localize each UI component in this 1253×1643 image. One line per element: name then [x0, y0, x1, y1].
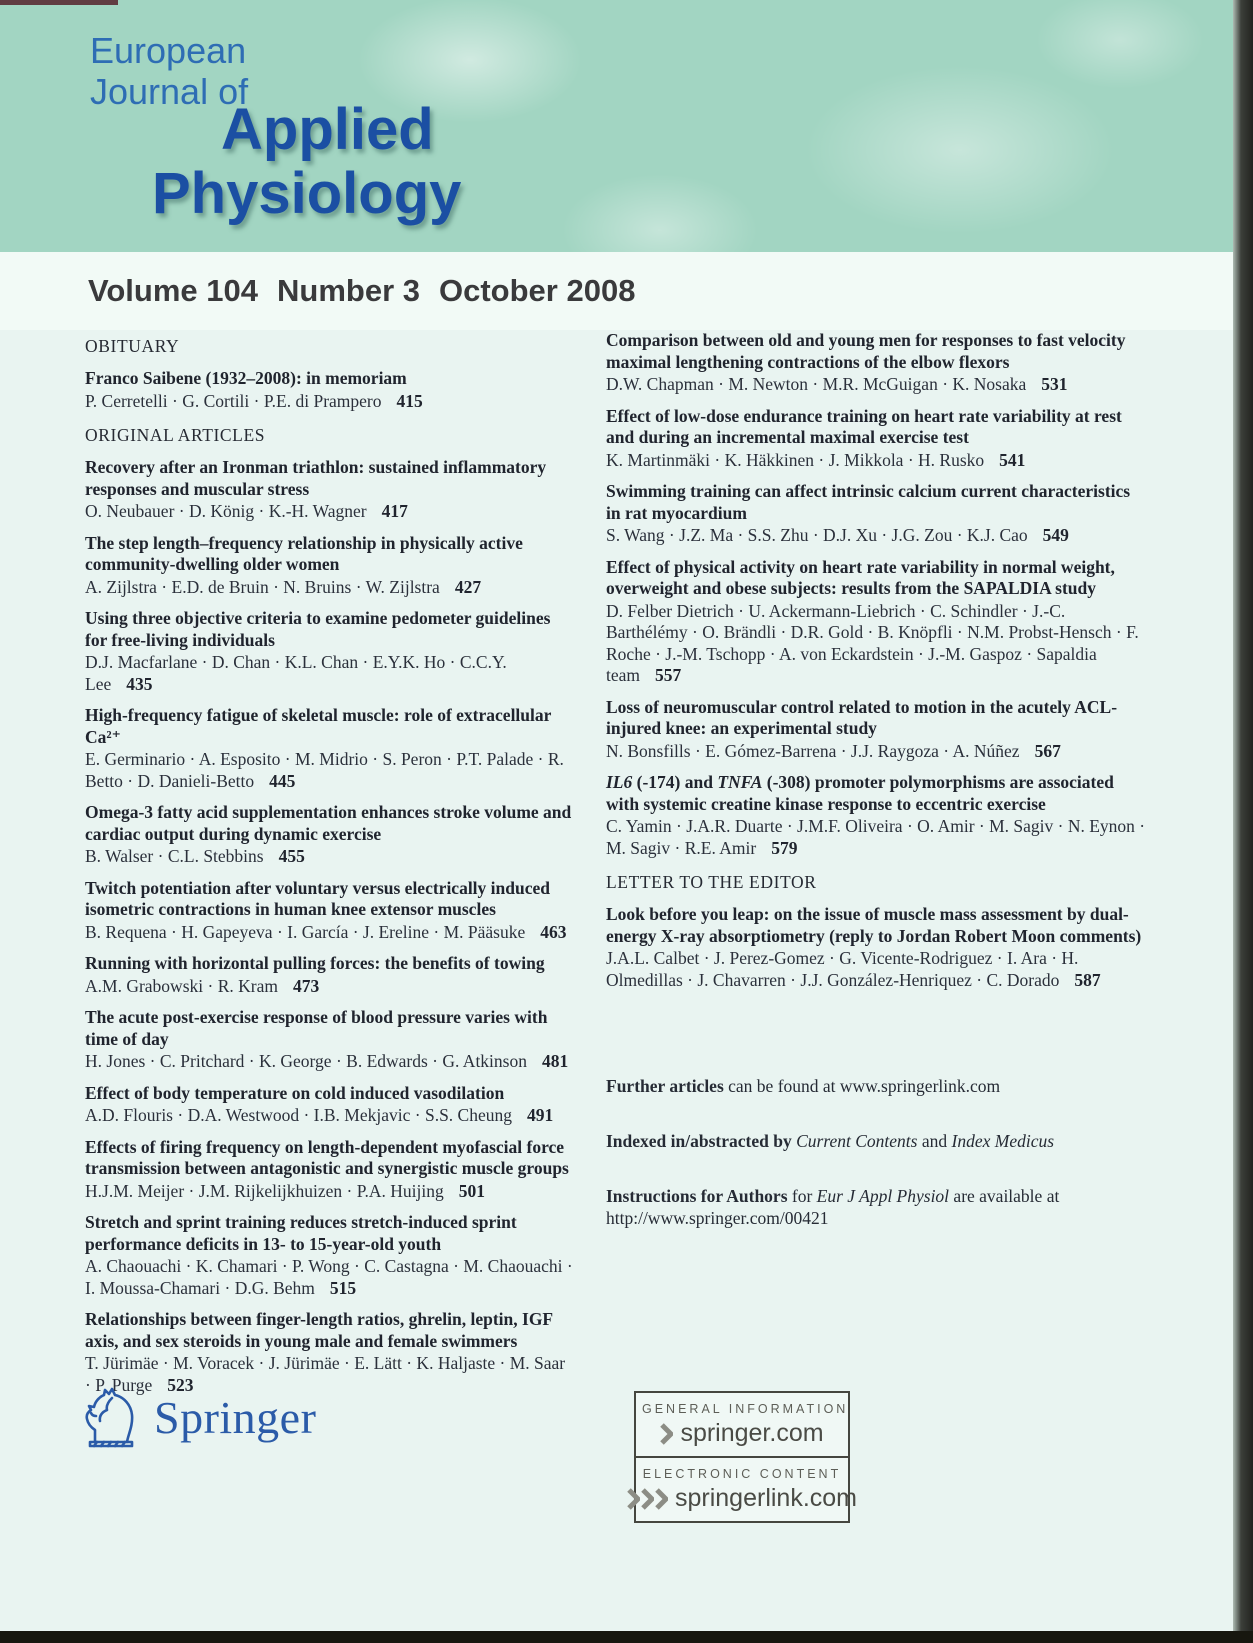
author-list: H. Jones · C. Pritchard · K. George · B. Edwards · G. Atkinson — [85, 1051, 527, 1071]
article-authors — [606, 816, 1146, 859]
article-title: Effects of firing frequency on length-dependent myofascial force transmission between antagonistic and synergistic muscle groups — [85, 1136, 569, 1178]
author-list: P. Cerretelli · G. Cortili · P.E. di Prampero — [85, 390, 382, 411]
text-segment: IL6 — [606, 772, 633, 792]
note-line — [606, 1185, 1076, 1229]
section-heading: LETTER TO THE EDITOR — [606, 872, 817, 892]
volume-label: Volume 104 — [88, 273, 259, 308]
masthead-band — [0, 0, 1253, 252]
volume-bar — [0, 252, 1253, 330]
journal-title-line1: Applied — [221, 97, 434, 162]
note-line — [606, 1075, 1076, 1097]
page-number: 579 — [771, 837, 798, 858]
toc-entry — [85, 457, 573, 523]
toc-entry — [606, 481, 1146, 547]
article-title: Effect of physical activity on heart rate variability in normal weight, overweight and obese subjects: results from the SAPALDIA study — [606, 556, 1115, 598]
article-title: Using three objective criteria to examine pedometer guidelines for free-living individuals — [85, 608, 551, 650]
page-number: 455 — [278, 846, 305, 866]
article-title: Relationships between finger-length ratios, ghrelin, leptin, IGF axis, and sex steroids in young male and female swimmers — [85, 1309, 553, 1351]
article-title: Comparison between old and young men for responses to fast velocity maximal lengthening contractions of the elbow flexors — [606, 330, 1126, 372]
author-list: T. Jürimäe · M. Voracek · J. Jürimäe · E. Lätt · K. Haljaste · M. Saar · P. Purge — [85, 1353, 566, 1395]
toc-entry — [85, 1309, 573, 1396]
text-segment: (-308) promoter polymorphisms are associated with systemic creatine kinase response to eccentric exercise — [606, 772, 1114, 814]
toc-entry — [85, 533, 573, 599]
article-authors — [85, 922, 573, 944]
toc-entry — [85, 608, 573, 695]
chevron-right-icon — [655, 1487, 668, 1511]
page-number: 481 — [541, 1051, 569, 1071]
page-number: 473 — [292, 975, 320, 996]
toc-entry — [85, 1212, 573, 1299]
section-heading: ORIGINAL ARTICLES — [85, 425, 266, 445]
page-number: 463 — [540, 921, 567, 942]
page-number: 587 — [1074, 969, 1101, 990]
article-authors — [85, 846, 573, 868]
springer-knight-icon — [82, 1386, 140, 1448]
link-box-label: ELECTRONIC CONTENT — [642, 1467, 842, 1481]
author-list: D.J. Macfarlane · D. Chan · K.L. Chan · E.Y.K. Ho · C.C.Y. Lee — [85, 652, 507, 694]
page-number: 523 — [167, 1374, 194, 1395]
toc-entry — [606, 557, 1146, 687]
article-title: Swimming training can affect intrinsic calcium current characteristics in rat myocardium — [606, 481, 1131, 523]
toc-entry — [606, 330, 1146, 396]
author-list: B. Requena · H. Gapeyeva · I. García · J. Ereline · M. Pääsuke — [85, 921, 526, 942]
springer-wordmark: Springer — [154, 1391, 317, 1443]
author-list: S. Wang · J.Z. Ma · S.S. Zhu · D.J. Xu · J.G. Zou · K.J. Cao — [606, 525, 1028, 545]
link-box — [634, 1456, 858, 1523]
author-list: D. Felber Dietrich · U. Ackermann-Liebrich · C. Schindler · J.-C. Barthélémy · O. Brändli · D.R. Gold · B. Knöpfli · N.M. Probst-Hensch · F. Roche · J.-M. Tschopp · A. von Eckardstein · J.-M. Gaspoz · Sapaldia team — [606, 600, 1139, 685]
link-box-label: GENERAL INFORMATION — [642, 1402, 849, 1416]
article-authors — [85, 391, 573, 413]
article-authors — [85, 1105, 573, 1127]
article-title: Franco Saibene (1932–2008): in memoriam — [85, 368, 407, 388]
article-title: Effect of low-dose endurance training on heart rate variability at rest and during an incremental maximal exercise test — [606, 405, 1122, 447]
toc-entry — [85, 1007, 573, 1073]
author-list: D.W. Chapman · M. Newton · M.R. McGuigan · K. Nosaka — [606, 374, 1027, 394]
toc-entry — [606, 904, 1146, 991]
author-list: A.M. Grabowski · R. Kram — [85, 975, 278, 996]
page-number: 501 — [458, 1180, 485, 1201]
toc-entry — [85, 1137, 573, 1203]
page-number: 541 — [999, 449, 1026, 470]
author-list: A. Chaouachi · K. Chamari · P. Wong · C. Castagna · M. Chaouachi · I. Moussa-Chamari · D.G. Behm — [85, 1256, 573, 1298]
article-authors — [85, 1181, 573, 1203]
article-authors — [85, 501, 573, 523]
issue-date-label: October 2008 — [439, 273, 636, 308]
text-segment: for — [787, 1186, 817, 1206]
text-segment: Further articles — [606, 1076, 724, 1096]
author-list: O. Neubauer · D. König · K.-H. Wagner — [85, 501, 367, 521]
note-line — [606, 1130, 1076, 1152]
article-authors — [606, 525, 1146, 547]
author-list: A.D. Flouris · D.A. Westwood · I.B. Mekjavic · S.S. Cheung — [85, 1105, 512, 1125]
text-segment: Indexed in/abstracted by — [606, 1131, 792, 1151]
article-title: Running with horizontal pulling forces: the benefits of towing — [85, 953, 545, 973]
link-box — [634, 1391, 850, 1456]
text-segment: Eur J Appl Physiol — [816, 1186, 950, 1206]
article-title — [606, 772, 1146, 815]
text-segment: Index Medicus — [951, 1131, 1055, 1151]
author-list: J.A.L. Calbet · J. Perez-Gomez · G. Vicente-Rodriguez · I. Ara · H. Olmedillas · J. Chavarren · J.J. González-Henriquez · C. Dorado — [606, 948, 1079, 990]
text-segment: Instructions for Authors — [606, 1186, 788, 1206]
article-title: The acute post-exercise response of blood pressure varies with time of day — [85, 1007, 548, 1049]
publisher-logo — [82, 1386, 316, 1448]
page-number: 549 — [1042, 525, 1069, 545]
page-number: 427 — [454, 576, 482, 597]
article-title: Effect of body temperature on cold induced vasodilation — [85, 1082, 505, 1103]
article-authors — [85, 652, 573, 695]
toc-column-right — [606, 330, 1146, 1406]
chevron-right-icon — [627, 1487, 640, 1511]
text-segment: and — [917, 1131, 952, 1151]
author-list: A. Zijlstra · E.D. de Bruin · N. Bruins · W. Zijlstra — [85, 576, 440, 597]
toc-entry — [85, 1083, 573, 1127]
text-segment: are available at http://www.springer.com/00421 — [606, 1186, 1060, 1228]
author-list: B. Walser · C.L. Stebbins — [85, 846, 264, 866]
article-authors — [85, 1051, 573, 1073]
chevrons — [660, 1422, 673, 1446]
article-title: Omega-3 fatty acid supplementation enhances stroke volume and cardiac output during dynamic exercise — [85, 802, 572, 844]
text-segment: (-174) and — [632, 772, 718, 792]
section-heading: OBITUARY — [85, 336, 180, 356]
article-authors — [85, 749, 573, 792]
article-authors — [85, 577, 573, 599]
publisher-link-boxes — [634, 1391, 858, 1523]
toc-entry — [85, 802, 573, 868]
article-title: Loss of neuromuscular control related to motion in the acutely ACL-injured knee: an experimental study — [606, 696, 1118, 738]
page-number: 491 — [527, 1105, 554, 1125]
table-of-contents — [0, 330, 1253, 1406]
article-authors — [606, 450, 1146, 472]
toc-entry — [85, 705, 573, 792]
article-authors — [606, 741, 1146, 763]
article-authors — [606, 601, 1146, 687]
author-list: E. Germinario · A. Esposito · M. Midrio · S. Peron · P.T. Palade · R. Betto · D. Danieli-Betto — [85, 749, 564, 791]
link-box-url-row — [642, 1419, 842, 1448]
toc-entry — [85, 953, 573, 997]
toc-entry — [606, 772, 1146, 859]
chevron-right-icon — [660, 1422, 673, 1446]
page-number: 557 — [655, 665, 682, 685]
toc-entry — [85, 368, 573, 412]
link-box-url-row — [642, 1484, 858, 1513]
issue-number-label: Number 3 — [277, 273, 420, 308]
chevron-right-icon — [641, 1487, 654, 1511]
link-box-url: springer.com — [680, 1419, 824, 1447]
page-number: 567 — [1034, 740, 1061, 761]
article-title: Look before you leap: on the issue of muscle mass assessment by dual-energy X-ray absorptiometry (reply to Jordan Robert Moon comments) — [606, 904, 1142, 946]
author-list: C. Yamin · J.A.R. Duarte · J.M.F. Oliveira · O. Amir · M. Sagiv · N. Eynon · M. Sagiv · R.E. Amir — [606, 816, 1146, 858]
article-title: High-frequency fatigue of skeletal muscle: role of extracellular Ca²⁺ — [85, 705, 552, 747]
journal-prefix-line2: Journal of — [90, 71, 249, 112]
article-authors — [606, 374, 1146, 396]
toc-entry — [606, 697, 1146, 763]
journal-notes — [606, 1075, 1146, 1229]
author-list: N. Bonsfills · E. Gómez-Barrena · J.J. Raygoza · A. Núñez — [606, 740, 1020, 761]
article-title: Recovery after an Ironman triathlon: sustained inflammatory responses and muscular stress — [85, 457, 547, 499]
article-authors — [85, 1256, 573, 1299]
link-box-url: springerlink.com — [675, 1484, 858, 1512]
journal-title-line2: Physiology — [152, 161, 462, 226]
author-list: K. Martinmäki · K. Häkkinen · J. Mikkola · H. Rusko — [606, 449, 985, 470]
text-segment: can be found at www.springerlink.com — [723, 1076, 1001, 1096]
page-number: 531 — [1041, 374, 1068, 394]
page-number: 415 — [396, 390, 423, 411]
author-list: H.J.M. Meijer · J.M. Rijkelijkhuizen · P.A. Huijing — [85, 1180, 444, 1201]
page-number: 417 — [381, 501, 408, 521]
chevrons — [627, 1487, 668, 1511]
text-segment: Current Contents — [796, 1131, 918, 1151]
scan-edge-top — [0, 0, 118, 5]
page-number: 445 — [269, 770, 296, 791]
journal-prefix-line1: European — [90, 30, 247, 71]
scan-edge-right — [1233, 0, 1253, 1643]
article-title: Stretch and sprint training reduces stretch-induced sprint performance deficits in 13- to 15-year-old youth — [85, 1212, 517, 1254]
scan-edge-bottom — [0, 1631, 1253, 1643]
toc-entry — [85, 878, 573, 944]
article-title: The step length–frequency relationship in physically active community-dwelling older women — [85, 532, 523, 574]
article-authors — [606, 948, 1146, 991]
text-segment: TNFA — [717, 772, 763, 792]
page-number: 515 — [329, 1277, 357, 1298]
article-title: Twitch potentiation after voluntary versus electrically induced isometric contractions in human knee extensor muscles — [85, 877, 550, 919]
toc-column-left — [85, 330, 573, 1406]
page-number: 435 — [126, 673, 153, 694]
article-authors — [85, 976, 573, 998]
toc-entry — [606, 406, 1146, 472]
